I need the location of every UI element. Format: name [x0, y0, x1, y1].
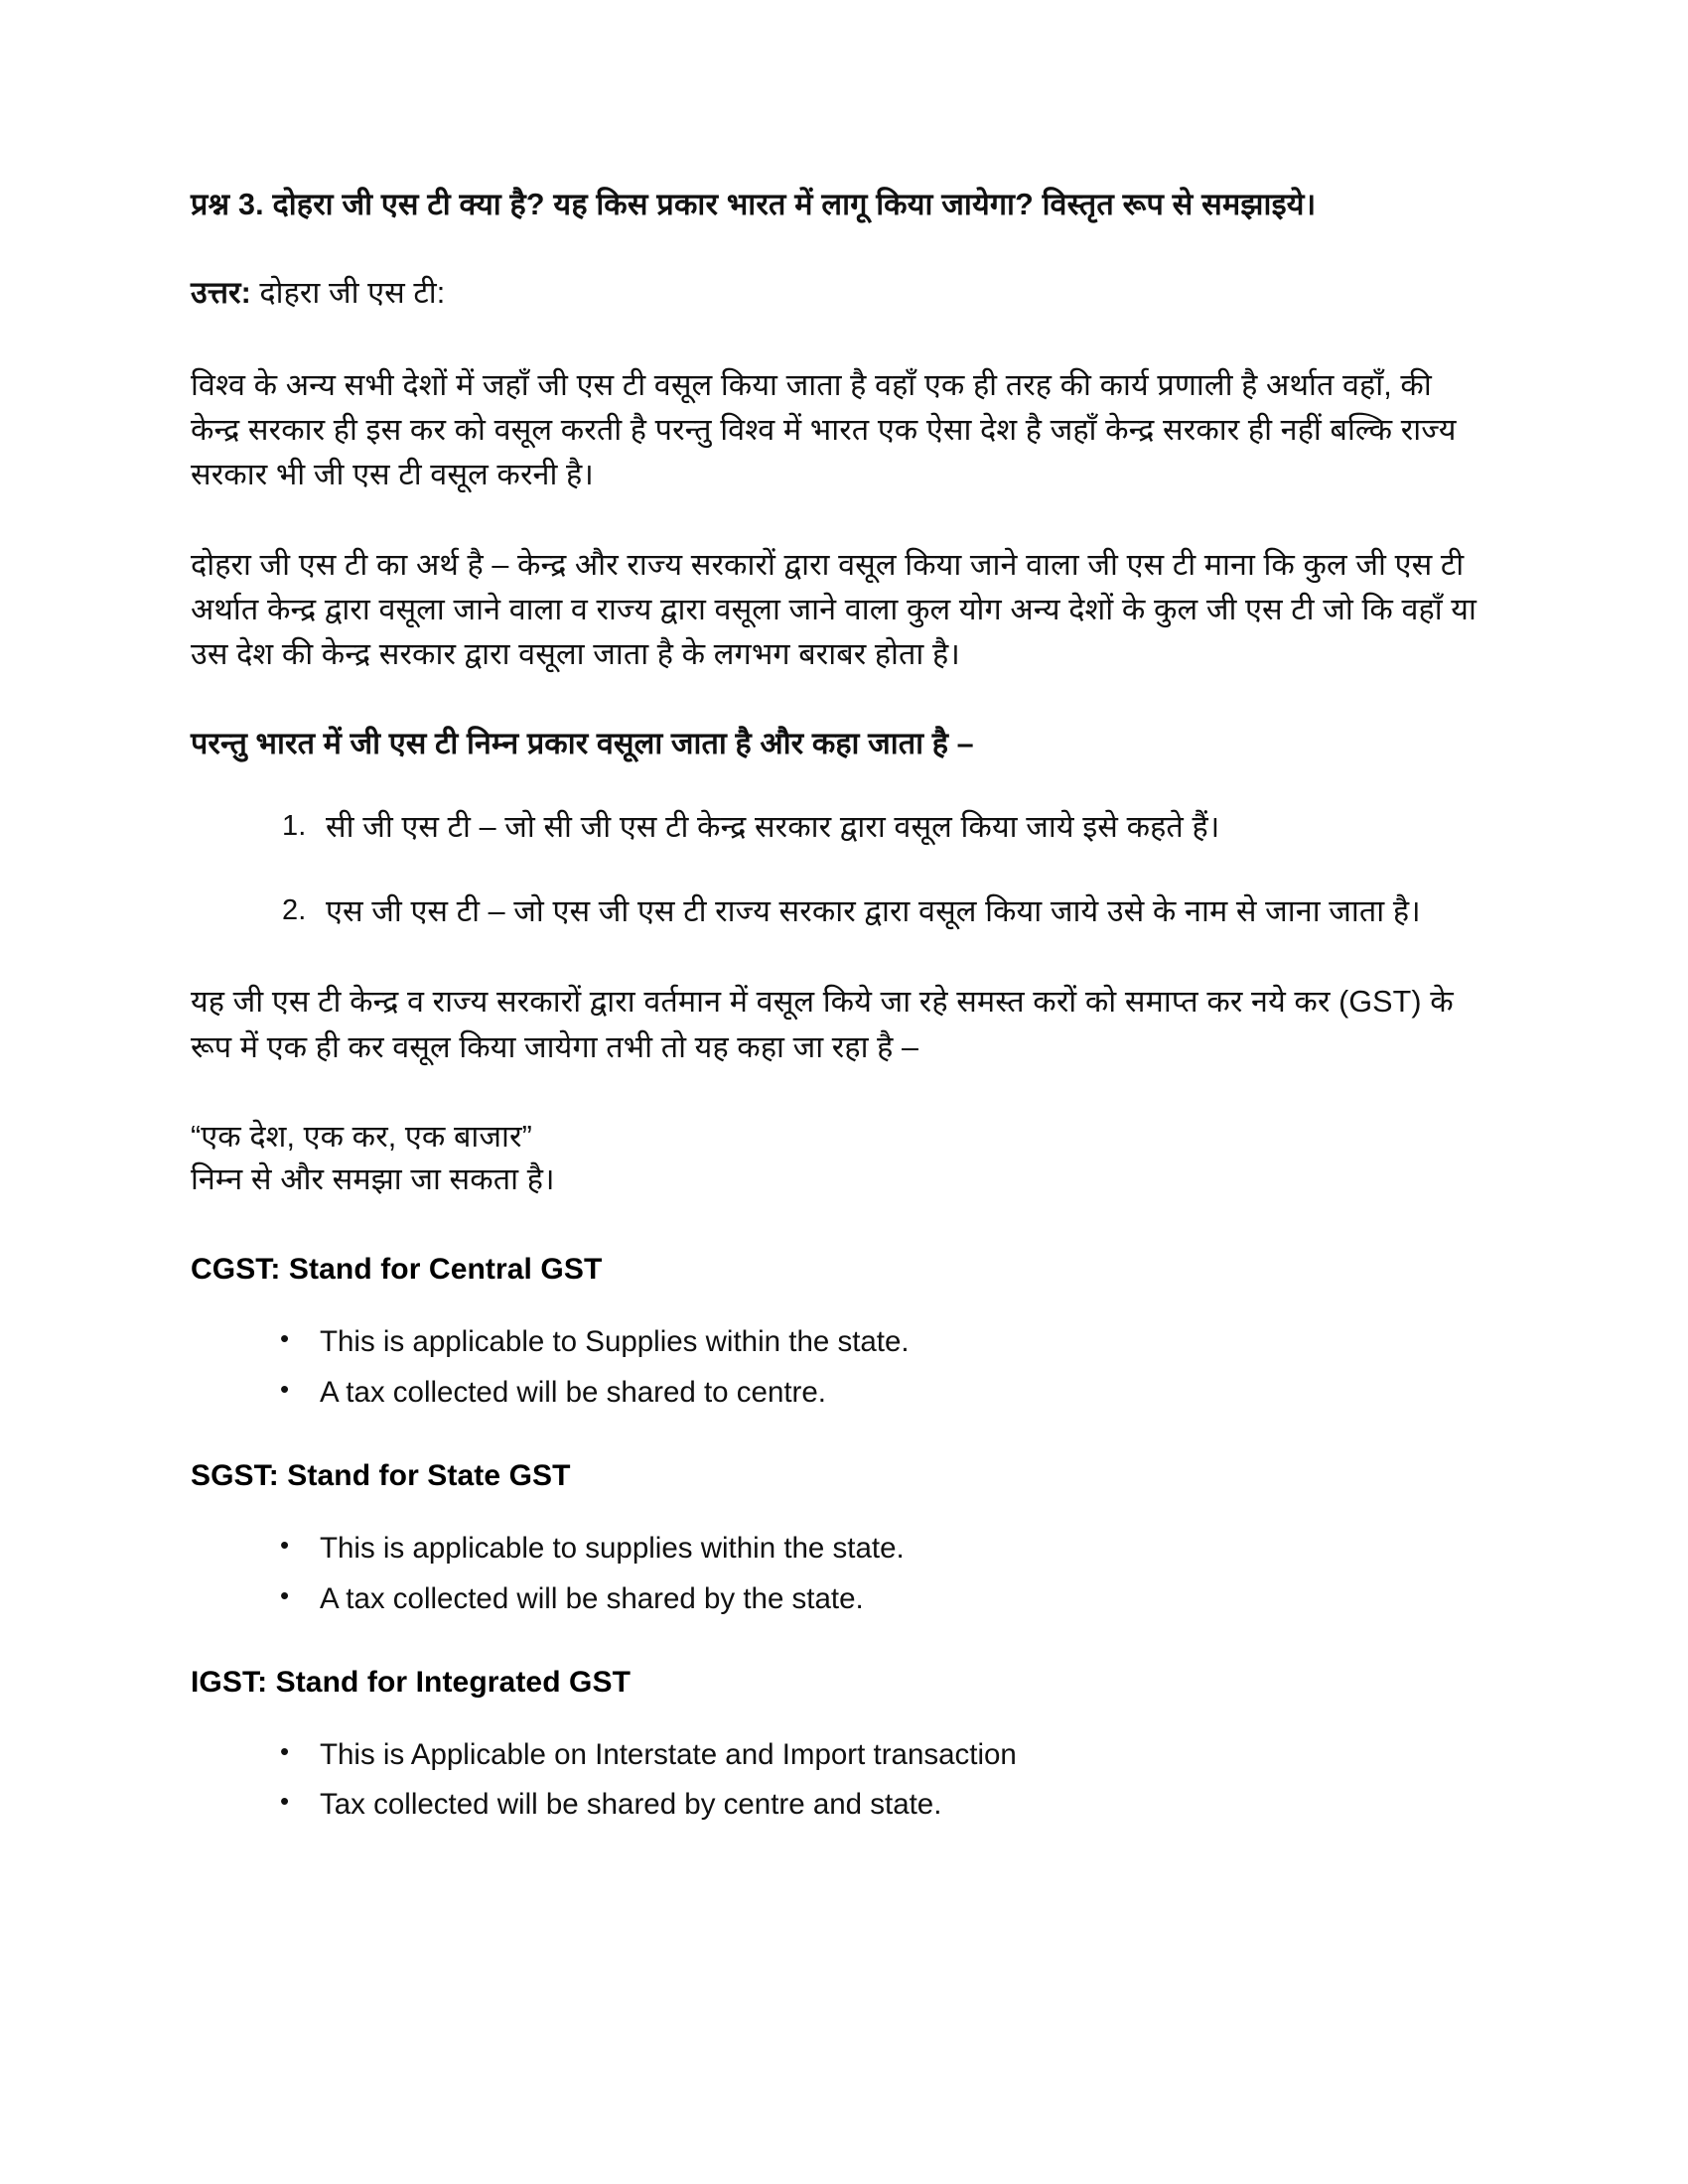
- answer-paragraph-3: यह जी एस टी केन्द्र व राज्य सरकारों द्वारा वर्तमान में वसूल किये जा रहे समस्त करों को समाप्त कर नये कर (GST) के रूप में एक ही कर वसूल किया जायेगा तभी तो यह कहा जा रहा है –: [191, 985, 1454, 1064]
- cgst-bullet-list: [191, 1320, 1481, 1416]
- slogan-quote-text: “एक देश, एक कर, एक बाजार”: [191, 1119, 532, 1154]
- sgst-heading: SGST: Stand for State GST: [191, 1458, 571, 1492]
- list-item: • This is applicable to supplies within the state.: [274, 1527, 1481, 1571]
- list-item: • A tax collected will be shared to centre.: [274, 1371, 1481, 1416]
- sgst-bullet-list: [191, 1527, 1481, 1622]
- list-item: एस जी एस टी – जो एस जी एस टी राज्य सरकार द्वारा वसूल किया जाये उसे के नाम से जाना जाता है।: [326, 894, 1421, 929]
- gst-type-numbered-list: [191, 805, 1481, 934]
- answer-label: उत्तर:: [191, 275, 251, 310]
- answer-paragraph-1: विश्व के अन्य सभी देशों में जहाँ जी एस टी वसूल किया जाता है वहाँ एक ही तरह की कार्य प्रणाली है अर्थात वहाँ, की केन्द्र सरकार ही इस कर को वसूल करती है परन्तु विश्व में भारत एक ऐसा देश है जहाँ केन्द्र सरकार ही नहीं बल्कि राज्य सरकार भी जी एस टी वसूल करनी है।: [191, 367, 1457, 491]
- answer-lead-line: [191, 271, 1481, 316]
- igst-bullet-list: [191, 1733, 1481, 1829]
- cgst-heading: CGST: Stand for Central GST: [191, 1253, 603, 1287]
- collection-method-heading: परन्तु भारत में जी एस टी निम्न प्रकार वसूला जाता है और कहा जाता है –: [191, 727, 974, 761]
- list-item: • Tax collected will be shared by centre and state.: [274, 1783, 1481, 1828]
- slogan-followup-text: निम्न से और समझा जा सकता है।: [191, 1161, 555, 1196]
- slogan-quote-block: [191, 1116, 1481, 1202]
- question-heading: प्रश्न 3. दोहरा जी एस टी क्या है? यह किस प्रकार भारत में लागू किया जायेगा? विस्तृत रूप से समझाइये।: [191, 188, 1317, 221]
- answer-paragraph-2: दोहरा जी एस टी का अर्थ है – केन्द्र और राज्य सरकारों द्वारा वसूल किया जाने वाला जी एस टी माना कि कुल जी एस टी अर्थात केन्द्र द्वारा वसूला जाने वाला व राज्य द्वारा वसूला जाने वाला कुल योग अन्य देशों के कुल जी एस टी जो कि वहाँ या उस देश की केन्द्र सरकार द्वारा वसूला जाता है के लगभग बराबर होता है।: [191, 548, 1477, 672]
- list-item: • This is Applicable on Interstate and Import transaction: [274, 1733, 1481, 1778]
- igst-heading: IGST: Stand for Integrated GST: [191, 1665, 632, 1699]
- list-item: • This is applicable to Supplies within the state.: [274, 1320, 1481, 1365]
- document-body: [191, 184, 1481, 1828]
- answer-lead-text: दोहरा जी एस टी:: [250, 275, 446, 310]
- list-item: • A tax collected will be shared by the state.: [274, 1577, 1481, 1622]
- list-item: सी जी एस टी – जो सी जी एस टी केन्द्र सरकार द्वारा वसूल किया जाये इसे कहते हैं।: [326, 810, 1220, 845]
